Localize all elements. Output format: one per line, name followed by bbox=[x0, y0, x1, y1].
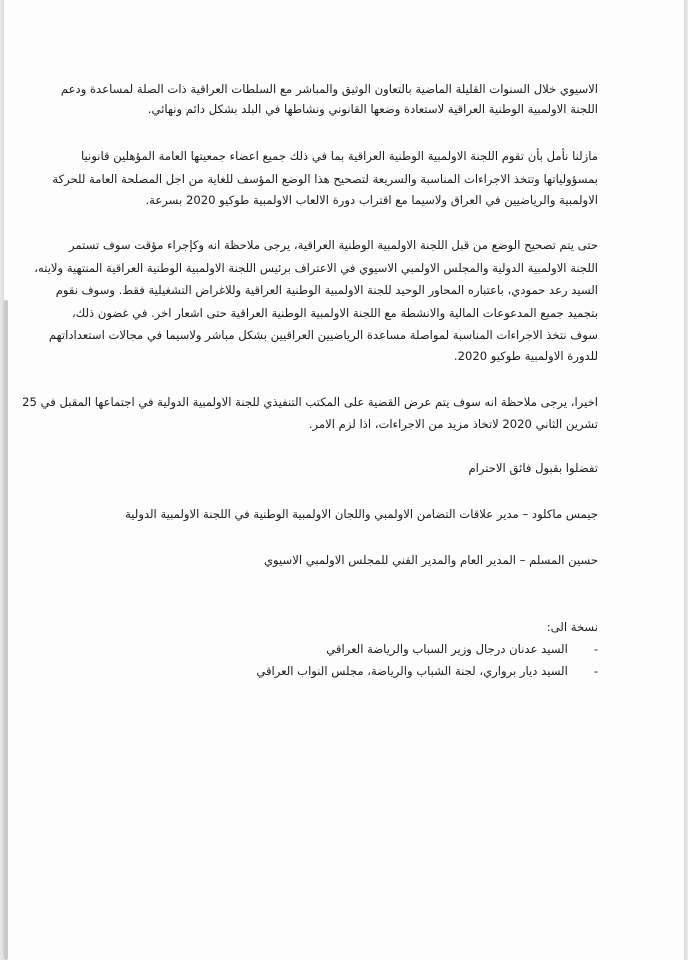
paragraph3-line1: حتى يتم تصحيح الوضع من قبل اللجنة الاولمبية الوطنية العراقية، يرجى ملاحظة انه وكإجراء مؤقت سوف تستمر bbox=[69, 238, 598, 252]
paragraph2-line1: مازلنا نأمل بأن تقوم اللجنة الاولمبية الوطنية العراقية بما في ذلك جميع اعضاء جمعيتها العامة المؤهلين قانونيا bbox=[81, 149, 598, 163]
copy-item-text: السيد عدنان درجال وزير السباب والرياضة العراقي bbox=[326, 642, 568, 656]
signature-oca: حسين المسلم – المدير العام والمدير الفني للمجلس الاولمبي الاسيوي bbox=[263, 553, 598, 567]
paragraph2-line3: الاولمبية والرياضيين في العراق ولاسيما مع اقتراب دورة الالعاب الاولمبية طوكيو 2020 بسرعة. bbox=[145, 193, 598, 207]
paragraph3-line3: السيد رعد حمودي، باعتباره المحاور الوحيد للجنة الاولمبية الوطنية العراقية وللاغراض التشغيلية فقط. وسوف نقوم bbox=[55, 283, 598, 297]
copy-to-label: نسخة الى: bbox=[546, 620, 598, 634]
vertical-scrollbar[interactable] bbox=[4, 300, 8, 960]
paragraph1-line1: الاسيوي خلال السنوات القليلة الماضية بالتعاون الوثيق والمباشر مع السلطات العراقية ذات الصلة لمساعدة ودعم bbox=[60, 82, 598, 96]
paragraph4-line2: تشرين الثاني 2020 لاتخاذ مزيد من الاجراءات، اذا لزم الامر. bbox=[308, 417, 598, 431]
paragraph3-line2: اللجنة الاولمبية الدولية والمجلس الاولمبي الاسيوي في الاعتراف برئيس اللجنة الاولمبية الوطنية العراقية المنتهية ولايته، bbox=[34, 261, 598, 275]
paragraph3-line6: للدورة الاولمبية طوكيو 2020. bbox=[453, 349, 598, 363]
paragraph2-line2: بمسؤولياتها وتتخذ الاجراءات المناسبة والسريعة لتصحيح هذا الوضع المؤسف للغاية من اجل المصلحة العامة للحركة bbox=[52, 172, 598, 186]
document-page bbox=[4, 0, 684, 960]
signature-ioc: جيمس ماكلود – مدير علاقات التضامن الاولمبي واللجان الاولمبية الوطنية في اللجنة الاولمبية الدولية bbox=[125, 507, 598, 521]
copy-item bbox=[256, 662, 598, 680]
paragraph3-line4: بتجميد جميع المدعوعات المالية والانشطة مع اللجنة الاولمبية الوطنية العراقية حتى اشعار اخر. في غضون ذلك، bbox=[71, 306, 598, 320]
paragraph3-line5: سوف نتخذ الاجراءات المناسبة لمواصلة مساعدة الرياضيين العراقيين بشكل مباشر ولاسيما في مجالات استعداداتهم bbox=[48, 328, 598, 342]
paragraph1-line2: اللجنة الاولمبية الوطنية العراقية لاستعادة وضعها القانوني ونشاطها في البلد بشكل دائم ونهائي. bbox=[147, 102, 598, 116]
list-dash: - bbox=[593, 664, 598, 678]
copy-item bbox=[326, 640, 598, 658]
closing-salutation: تفضلوا بقبول فائق الاحترام bbox=[468, 461, 598, 475]
paragraph4-line1: اخيرا، يرجى ملاحظة انه سوف يتم عرض القضية على المكتب التنفيذي للجنة الاولمبية الدولية في اجتماعها المقبل في 25 bbox=[22, 395, 598, 409]
copy-item-text: السيد ديار برواري، لجنة الشباب والرياضة، مجلس النواب العراقي bbox=[256, 664, 568, 678]
list-dash: - bbox=[593, 642, 598, 656]
